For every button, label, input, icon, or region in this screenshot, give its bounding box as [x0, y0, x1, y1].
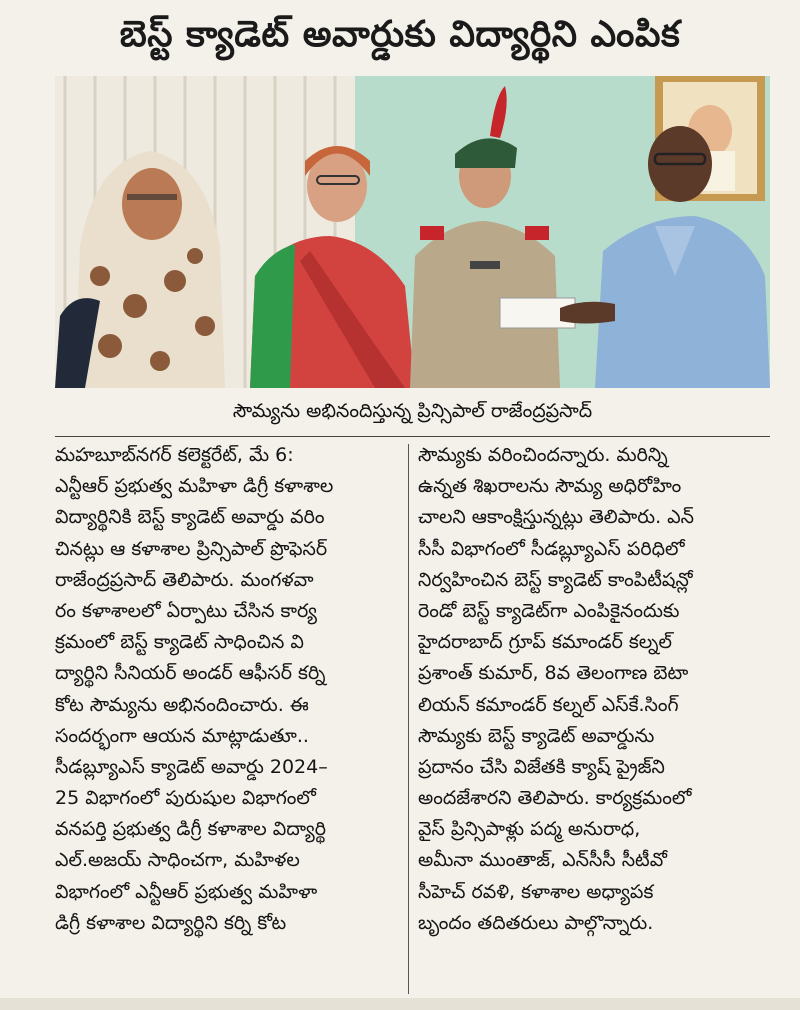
photo-caption: సౌమ్యను అభినందిస్తున్న ప్రిన్సిపాల్ రాజేంద్రప్రసాద్ [232, 399, 593, 422]
article-line: సీడబ్ల్యూఎస్ క్యాడెట్ అవార్డు 2024– [55, 755, 328, 778]
article-line: ఉన్నత శిఖరాలను సౌమ్య అధిరోహిం [418, 475, 682, 498]
article-line: కోట సౌమ్యను అభినందించారు. ఈ [55, 693, 309, 716]
article-line: ప్రశాంత్ కుమార్, 8వ తెలంగాణ బెటా [418, 662, 689, 685]
article-line: సీహెచ్ రవళి, కళాశాల అధ్యాపక [418, 880, 654, 903]
article-line: సీసీ విభాగంలో సీడబ్ల్యూఎస్ పరిధిలో [418, 537, 685, 560]
article-line: సౌమ్యకు వరించిందన్నారు. మరిన్ని [418, 444, 668, 466]
article-line: ద్యార్థిని సీనియర్ అండర్ ఆఫీసర్ కర్ని [55, 662, 326, 685]
article-line: 25 విభాగంలో పురుషుల విభాగంలో [55, 787, 316, 810]
headline: బెస్ట్ క్యాడెట్ అవార్డుకు విద్యార్థిని ఎంపిక [119, 14, 681, 55]
article-line: అందజేశారని తెలిపారు. కార్యక్రమంలో [418, 787, 692, 810]
caption-rule [55, 436, 770, 437]
article-line: సందర్భంగా ఆయన మాట్లాడుతూ.. [55, 724, 309, 747]
article-line: విభాగంలో ఎన్టీఆర్ ప్రభుత్వ మహిళా [55, 880, 318, 903]
article-line: చినట్లు ఆ కళాశాల ప్రిన్సిపాల్ ప్రొఫెసర్ [55, 537, 328, 560]
article-left-column [55, 440, 403, 939]
article-line: సౌమ్యకు బెస్ట్ క్యాడెట్ అవార్డును [418, 724, 655, 747]
article-line: వనపర్తి ప్రభుత్వ డిగ్రీ కళాశాల విద్యార్థి [55, 818, 326, 841]
article-line: క్రమంలో బెస్ట్ క్యాడెట్ సాధించిన వి [55, 631, 304, 654]
article-line: నిర్వహించిన బెస్ట్ క్యాడెట్ కాంపిటీషన్లో [418, 568, 693, 591]
article-line: మహబూబ్‌నగర్ కలెక్టరేట్, మే 6: [55, 444, 294, 466]
article-line: లియన్ కమాండర్ కల్నల్ ఎస్‌కే.సింగ్ [418, 693, 679, 716]
page-bottom-edge [0, 998, 800, 1010]
article-line: బృందం తదితరులు పాల్గొన్నారు. [418, 911, 654, 934]
article-line: హైదరాబాద్ గ్రూప్ కమాండర్ కల్నల్ [418, 631, 672, 654]
article-line: వైస్ ప్రిన్సిపాళ్లు పద్మ అనురాధ, [418, 818, 641, 841]
article-line: అమీనా ముంతాజ్, ఎన్‌సీసీ సీటీవో [418, 849, 667, 872]
column-divider [408, 444, 409, 994]
article-line: రం కళాశాలలో ఏర్పాటు చేసిన కార్య [55, 599, 317, 622]
article-line: ప్రదానం చేసి విజేతకి క్యాష్ ప్రైజ్‌ని [418, 755, 665, 778]
article-right-column [418, 440, 766, 939]
article-line: ఎన్టీఆర్ ప్రభుత్వ మహిళా డిగ్రీ కళాశాల [55, 475, 334, 498]
article-line: విద్యార్థినికి బెస్ట్ క్యాడెట్ అవార్డు వరిం [55, 506, 325, 529]
article-line: రాజేంద్రప్రసాద్ తెలిపారు. మంగళవా [55, 568, 314, 591]
article-line: చాలని ఆకాంక్షిస్తున్నట్లు తెలిపారు. ఎన్ [418, 506, 695, 529]
article-line: డిగ్రీ కళాశాల విద్యార్థిని కర్ని కోట [55, 911, 287, 934]
news-photo [55, 76, 770, 388]
article-line: ఎల్.అజయ్ సాధించగా, మహిళల [55, 849, 300, 872]
article-line: రెండో బెస్ట్ క్యాడెట్‌గా ఎంపికైనందుకు [418, 599, 680, 622]
